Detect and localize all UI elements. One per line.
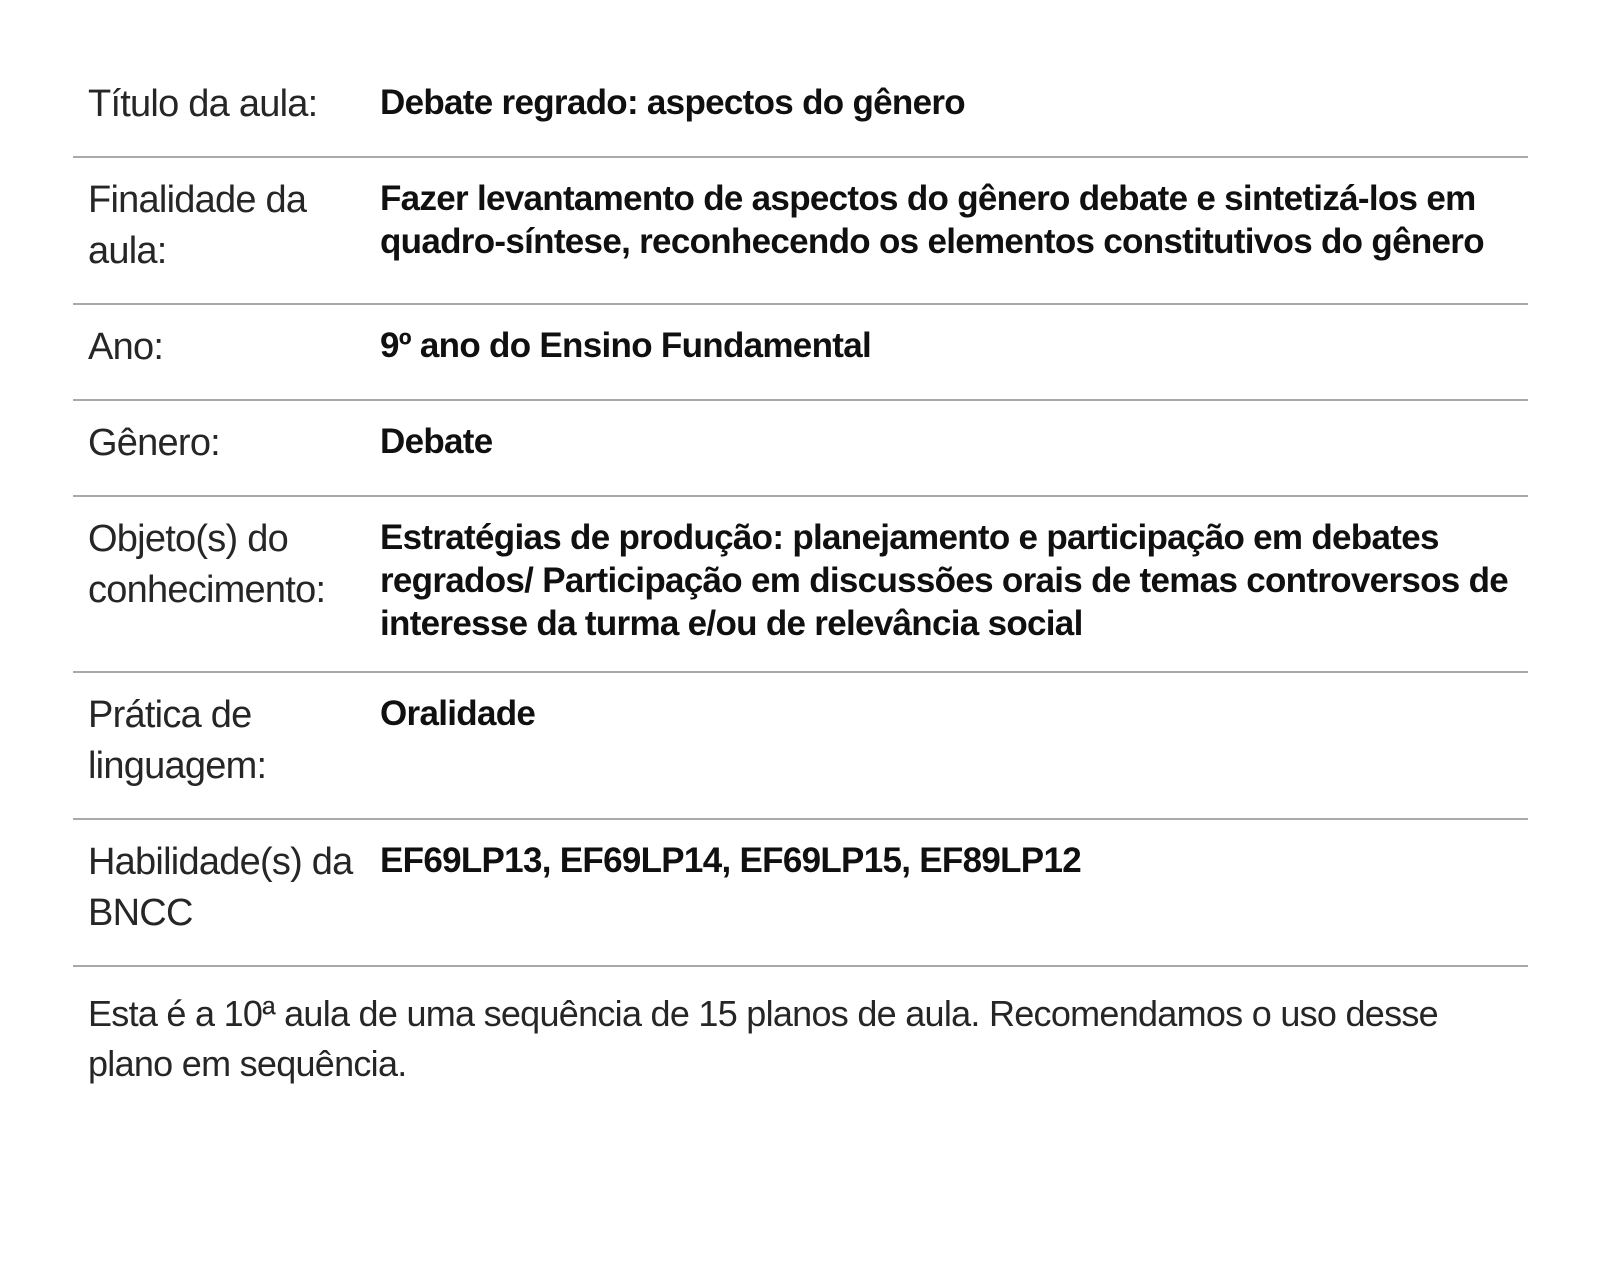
row-finalidade-da-aula — [73, 156, 1528, 303]
row-value: Fazer levantamento de aspectos do gênero debate e sintetizá-los em quadro-síntese, reconhecendo os elementos constitutivos do gênero — [380, 179, 1484, 261]
row-value: Debate — [380, 422, 493, 461]
row-label: Ano: — [88, 326, 164, 368]
row-habilidades-bncc — [73, 818, 1528, 965]
row-value: Debate regrado: aspectos do gênero — [380, 83, 965, 122]
row-label: Finalidade da aula: — [88, 179, 307, 272]
row-value: Oralidade — [380, 694, 536, 733]
sequence-note: Esta é a 10ª aula de uma sequência de 15 planos de aula. Recomendamos o uso desse plano em sequência. — [73, 965, 1528, 1119]
row-label: Objeto(s) do conhecimento: — [88, 518, 326, 611]
row-pratica-de-linguagem — [73, 671, 1528, 818]
row-genero — [73, 399, 1528, 495]
row-titulo-da-aula — [73, 62, 1528, 156]
row-label: Título da aula: — [88, 83, 318, 125]
row-label: Habilidade(s) da BNCC — [88, 841, 353, 934]
row-objeto-do-conhecimento — [73, 495, 1528, 671]
row-value: Estratégias de produção: planejamento e participação em debates regrados/ Participação em discussões orais de temas controversos de interesse da turma e/ou de relevância social — [380, 518, 1509, 643]
lesson-plan-document — [73, 62, 1528, 1119]
row-value: EF69LP13, EF69LP14, EF69LP15, EF89LP12 — [380, 841, 1081, 880]
row-value: 9º ano do Ensino Fundamental — [380, 326, 871, 365]
row-label: Prática de linguagem: — [88, 694, 267, 787]
row-label: Gênero: — [88, 422, 220, 464]
row-ano — [73, 303, 1528, 399]
